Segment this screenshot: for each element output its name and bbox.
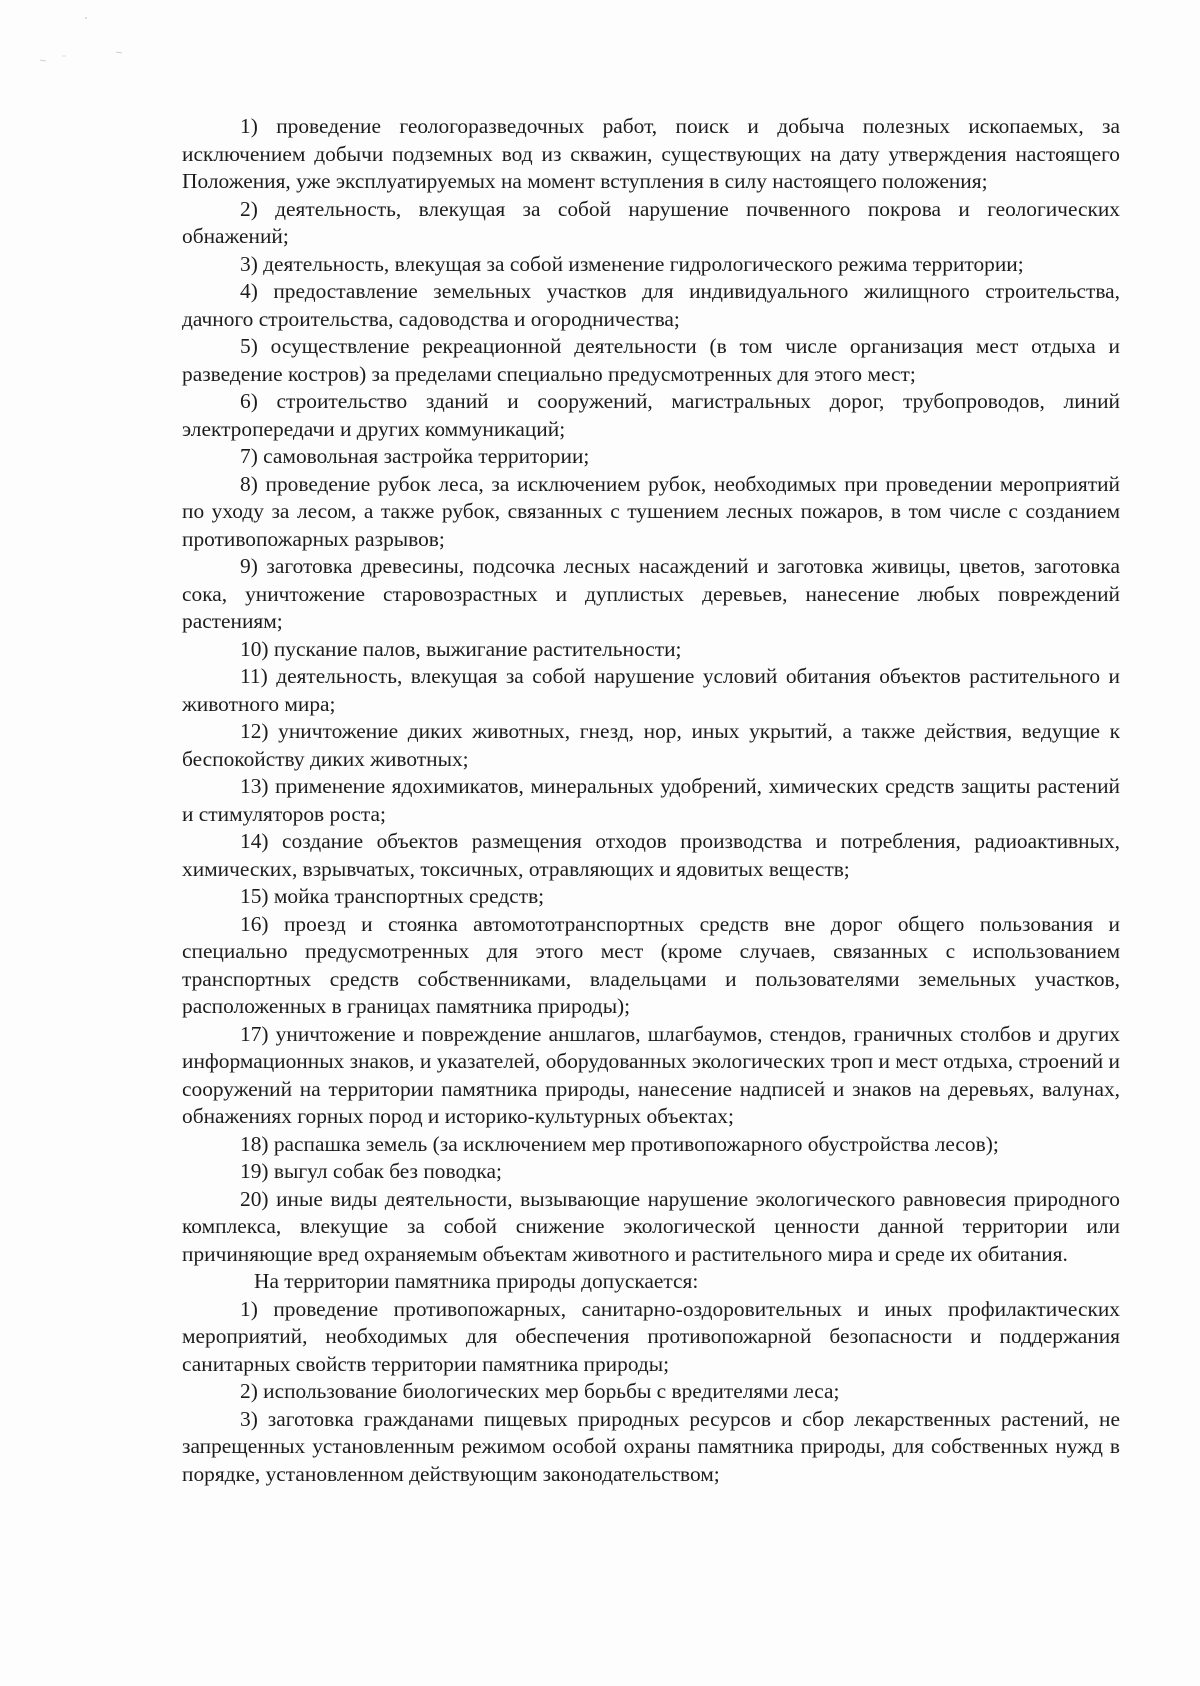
prohibited-item-13: 13) применение ядохимикатов, минеральных удобрений, химических средств защиты растений и стимуляторов роста; — [182, 774, 1120, 826]
prohibited-item-15: 15) мойка транспортных средств; — [240, 884, 545, 908]
prohibited-item-12: 12) уничтожение диких животных, гнезд, нор, иных укрытий, а также действия, ведущие к беспокойству диких животных; — [182, 719, 1120, 771]
permitted-item-3: 3) заготовка гражданами пищевых природных ресурсов и сбор лекарственных растений, не запрещенных установленным режимом особой охраны памятника природы, для собственных нужд в порядке, установленном действующим законодательством; — [182, 1406, 1120, 1486]
prohibited-item-10: 10) пускание палов, выжигание растительности; — [240, 636, 682, 661]
scan-specks — [38, 14, 158, 74]
permitted-item-2: 2) использование биологических мер борьбы с вредителями леса; — [240, 1379, 840, 1403]
document-text — [182, 113, 1120, 1488]
prohibited-item-2: 2) деятельность, влекущая за собой нарушение почвенного покрова и геологических обнажений; — [182, 196, 1120, 248]
prohibited-item-4: 4) предоставление земельных участков для индивидуального жилищного строительства, дачного строительства, садоводства и огородничества; — [182, 279, 1120, 331]
prohibited-item-18: 18) распашка земель (за исключением мер противопожарного обустройства лесов); — [240, 1131, 999, 1156]
prohibited-item-7: 7) самовольная застройка территории; — [240, 444, 590, 468]
prohibited-item-6: 6) строительство зданий и сооружений, магистральных дорог, трубопроводов, линий электропередачи и других коммуникаций; — [182, 389, 1120, 441]
permitted-item-1: 1) проведение противопожарных, санитарно-оздоровительных и иных профилактических мероприятий, необходимых для обеспечения противопожарной безопасности и поддержания санитарных свойств территории памятника природы; — [182, 1296, 1120, 1376]
prohibited-item-1: 1) проведение геологоразведочных работ, поиск и добыча полезных ископаемых, за исключением добычи подземных вод из скважин, существующих на дату утверждения настоящего Положения, уже эксплуатируемых на момент вступления в силу настоящего положения; — [182, 114, 1120, 193]
prohibited-item-11: 11) деятельность, влекущая за собой нарушение условий обитания объектов растительного и животного мира; — [182, 664, 1120, 716]
prohibited-item-16: 16) проезд и стоянка автомототранспортных средств вне дорог общего пользования и специально предусмотренных для этого мест (кроме случаев, связанных с использованием транспортных средств собственниками, владельцами и пользователями земельных участков, расположенных в границах памятника природы); — [182, 911, 1120, 1018]
permitted-heading: На территории памятника природы допускается: — [254, 1269, 699, 1293]
prohibited-item-19: 19) выгул собак без поводка; — [240, 1159, 502, 1183]
prohibited-item-17: 17) уничтожение и повреждение аншлагов, шлагбаумов, стендов, граничных столбов и других информационных знаков, и указателей, оборудованных экологических троп и мест отдыха, строений и сооружений на территории памятника природы, нанесение надписей и знаков на деревьях, валунах, обнажениях горных пород и историко-культурных объектах; — [182, 1021, 1120, 1128]
prohibited-item-3: 3) деятельность, влекущая за собой изменение гидрологического режима территории; — [240, 251, 1024, 276]
prohibited-item-20: 20) иные виды деятельности, вызывающие нарушение экологического равновесия природного комплекса, влекущие за собой снижение экологической ценности данной территории или причиняющие вред охраняемым объектам животного и растительного мира и среде их обитания. — [182, 1186, 1120, 1266]
prohibited-item-14: 14) создание объектов размещения отходов производства и потребления, радиоактивных, химических, взрывчатых, токсичных, отравляющих и ядовитых веществ; — [182, 829, 1120, 881]
prohibited-item-5: 5) осуществление рекреационной деятельности (в том числе организация мест отдыха и разведение костров) за пределами специально предусмотренных для этого мест; — [182, 334, 1120, 386]
prohibited-item-9: 9) заготовка древесины, подсочка лесных насаждений и заготовка живицы, цветов, заготовка сока, уничтожение старовозрастных и дуплистых деревьев, нанесение любых повреждений растениям; — [182, 554, 1120, 633]
prohibited-item-8: 8) проведение рубок леса, за исключением рубок, необходимых при проведении мероприятий по уходу за лесом, а также рубок, связанных с тушением лесных пожаров, в том числе с созданием противопожарных разрывов; — [182, 471, 1120, 551]
